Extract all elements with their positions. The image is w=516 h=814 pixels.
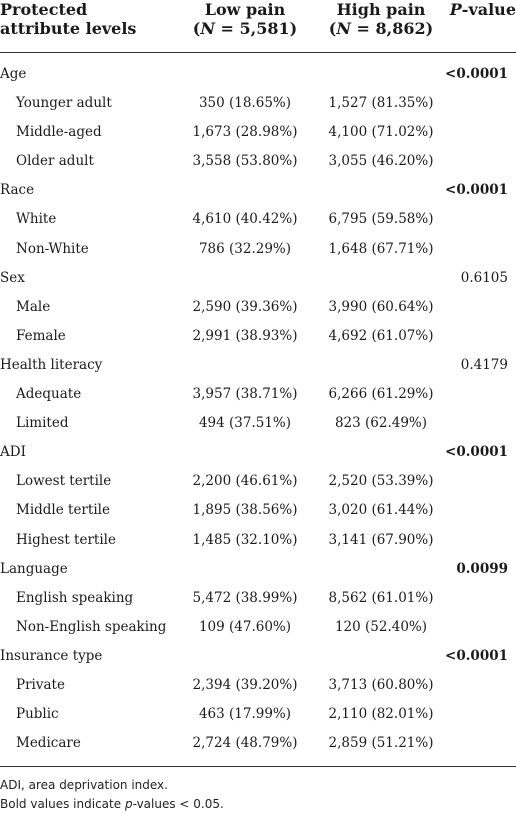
- low-pain-value: 494 (37.51%): [198, 415, 292, 432]
- row-label: Male: [16, 298, 51, 315]
- p-value: 0.6105: [460, 269, 508, 286]
- row-label: Middle tertile: [16, 502, 110, 519]
- row-label: Public: [16, 706, 59, 723]
- row-label: English speaking: [16, 589, 134, 606]
- high-pain-value: 6,266 (61.29%): [328, 386, 434, 403]
- low-pain-value: 109 (47.60%): [198, 618, 292, 635]
- row-label: Highest tertile: [16, 531, 116, 548]
- low-pain-value: 350 (18.65%): [198, 95, 292, 112]
- table-row: [0, 234, 516, 263]
- group-row: [0, 437, 516, 466]
- group-row: [0, 59, 516, 88]
- high-pain-value: 120 (52.40%): [334, 618, 428, 635]
- table-row: [0, 495, 516, 524]
- p-value: <0.0001: [445, 182, 508, 199]
- header-p-value: [448, 0, 516, 19]
- row-label: Non-White: [16, 240, 89, 257]
- high-pain-value: 3,713 (60.80%): [328, 676, 434, 693]
- table-row: [0, 583, 516, 612]
- table-row: [0, 292, 516, 321]
- p-value: <0.0001: [445, 66, 508, 82]
- high-pain-value: 3,055 (46.20%): [328, 153, 434, 170]
- low-pain-value: 463 (17.99%): [198, 706, 292, 723]
- table-row: [0, 379, 516, 408]
- low-pain-value: 2,590 (39.36%): [192, 298, 298, 315]
- low-pain-value: 1,673 (28.98%): [192, 124, 298, 141]
- low-pain-value: 1,895 (38.56%): [192, 502, 298, 519]
- p-value: 0.4179: [460, 356, 508, 373]
- header-high-pain: [322, 0, 440, 38]
- table-row: [0, 612, 516, 641]
- row-label: Private: [16, 676, 65, 693]
- low-pain-value: 3,957 (38.71%): [192, 386, 298, 403]
- n-symbol: N: [336, 19, 351, 38]
- bottom-rule: [0, 766, 516, 767]
- header-attribute: [0, 0, 136, 38]
- header-low-pain-label: Low pain: [204, 0, 286, 19]
- header-attribute-line2: attribute levels: [0, 19, 137, 38]
- row-label: Middle-aged: [16, 124, 102, 141]
- n-symbol: N: [200, 19, 215, 38]
- footnote-p-symbol: p: [124, 797, 133, 811]
- table-row: [0, 670, 516, 699]
- high-pain-value: 2,859 (51.21%): [328, 735, 434, 752]
- row-label: Insurance type: [0, 647, 103, 664]
- p-value: 0.0099: [456, 560, 508, 577]
- table-row: [0, 466, 516, 495]
- high-pain-value: 8,562 (61.01%): [328, 589, 434, 606]
- high-pain-value: 2,520 (53.39%): [328, 473, 434, 490]
- table-body: [0, 53, 516, 757]
- group-row: [0, 263, 516, 292]
- low-pain-value: 2,724 (48.79%): [192, 735, 298, 752]
- low-pain-n-value: = 5,581): [214, 19, 298, 38]
- p-symbol: P: [449, 0, 462, 19]
- high-pain-value: 2,110 (82.01%): [328, 706, 434, 723]
- header-low-pain: [168, 0, 322, 38]
- low-pain-value: 1,485 (32.10%): [192, 531, 298, 548]
- row-label: Sex: [0, 269, 25, 286]
- high-pain-value: 4,692 (61.07%): [328, 327, 434, 344]
- header-low-pain-n: [168, 19, 322, 38]
- group-row: [0, 554, 516, 583]
- row-label: Language: [0, 560, 68, 577]
- row-label: Younger adult: [16, 95, 112, 112]
- low-pain-value: 5,472 (38.99%): [192, 589, 298, 606]
- row-label: Lowest tertile: [16, 473, 112, 490]
- paren: (: [328, 19, 337, 38]
- p-value: <0.0001: [445, 647, 508, 664]
- table-row: [0, 525, 516, 554]
- header-high-pain-label: High pain: [336, 0, 426, 19]
- table-row: [0, 146, 516, 175]
- high-pain-value: 6,795 (59.58%): [328, 211, 434, 228]
- row-label: Female: [16, 327, 66, 344]
- low-pain-value: 2,200 (46.61%): [192, 473, 298, 490]
- row-label: Health literacy: [0, 356, 103, 373]
- low-pain-value: 3,558 (53.80%): [192, 153, 298, 170]
- row-label: Age: [0, 66, 27, 82]
- high-pain-value: 1,648 (67.71%): [328, 240, 434, 257]
- p-value-suffix: -value: [461, 0, 516, 19]
- table-row: [0, 699, 516, 728]
- group-row: [0, 641, 516, 670]
- high-pain-value: 3,020 (61.44%): [328, 502, 434, 519]
- table-row: [0, 117, 516, 146]
- low-pain-value: 786 (32.29%): [198, 240, 292, 257]
- low-pain-value: 4,610 (40.42%): [192, 211, 298, 228]
- group-row: [0, 175, 516, 204]
- row-label: Medicare: [16, 735, 81, 752]
- high-pain-value: 4,100 (71.02%): [328, 124, 434, 141]
- table-row: [0, 88, 516, 117]
- group-row: [0, 350, 516, 379]
- table-row: [0, 204, 516, 233]
- row-label: Limited: [16, 415, 69, 432]
- table-row: [0, 321, 516, 350]
- high-pain-n-value: = 8,862): [350, 19, 434, 38]
- footnote-adi: ADI, area deprivation index.: [0, 778, 168, 792]
- footnote-bold: [0, 797, 224, 811]
- high-pain-value: 3,141 (67.90%): [328, 531, 434, 548]
- paren: (: [192, 19, 201, 38]
- row-label: ADI: [0, 444, 26, 461]
- high-pain-value: 3,990 (60.64%): [328, 298, 434, 315]
- header-attribute-line1: Protected: [0, 0, 88, 19]
- row-label: Race: [0, 182, 35, 199]
- footnote-bold-suffix: -values < 0.05.: [132, 797, 224, 811]
- row-label: Non-English speaking: [16, 618, 167, 635]
- high-pain-value: 1,527 (81.35%): [328, 95, 434, 112]
- low-pain-value: 2,394 (39.20%): [192, 676, 298, 693]
- footnote-bold-prefix: Bold values indicate: [0, 797, 125, 811]
- header-high-pain-n: [322, 19, 440, 38]
- row-label: Older adult: [16, 153, 94, 170]
- p-value: <0.0001: [445, 444, 508, 461]
- table-row: [0, 408, 516, 437]
- row-label: White: [16, 211, 57, 228]
- row-label: Adequate: [16, 386, 82, 403]
- low-pain-value: 2,991 (38.93%): [192, 327, 298, 344]
- table-row: [0, 728, 516, 757]
- table-header: [0, 0, 516, 53]
- high-pain-value: 823 (62.49%): [334, 415, 428, 432]
